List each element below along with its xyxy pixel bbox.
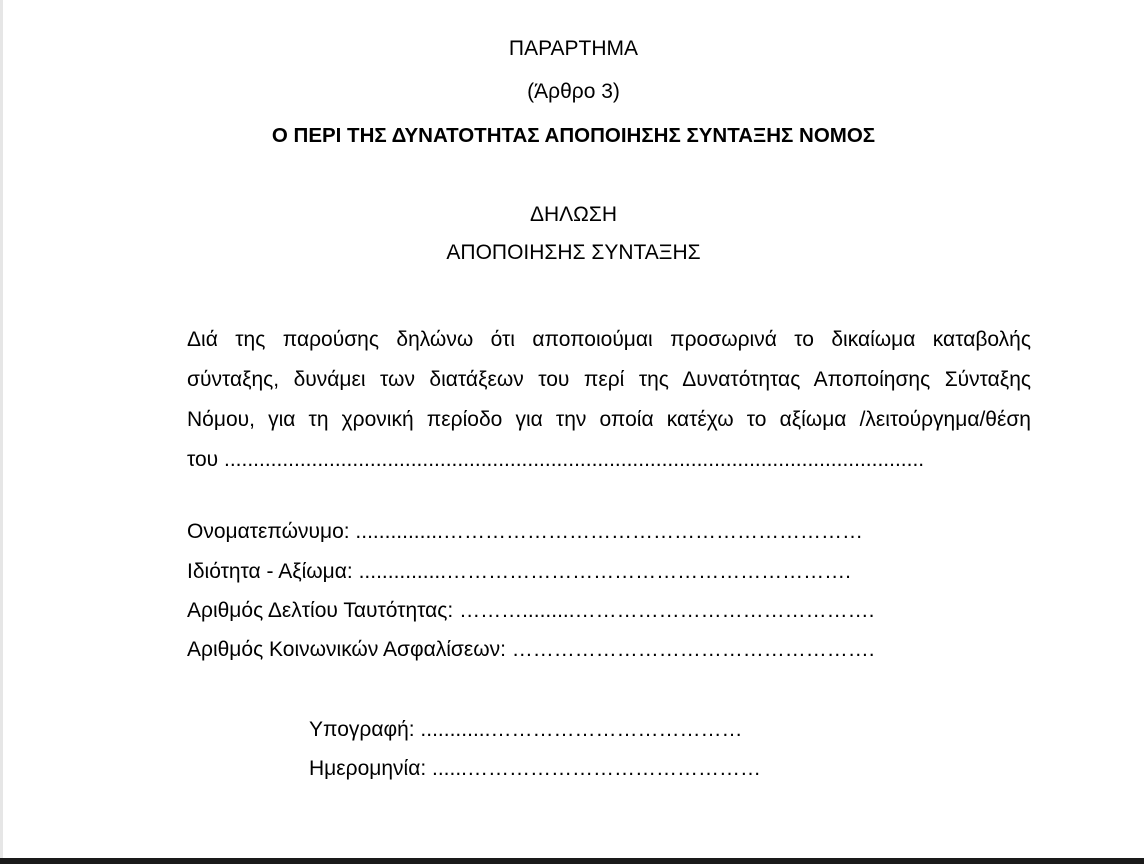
form-title-line1: ΔΗΛΩΣΗ <box>529 203 618 226</box>
document-page <box>3 0 1144 858</box>
declaration-line: σύνταξης, δυνάμει των διατάξεων του περί της Δυνατότητας Αποποίησης Σύνταξης <box>187 368 1031 391</box>
capacity-office-field: Ιδιότητα - Αξίωμα: ...............…………………………………………………. <box>187 560 851 583</box>
social-insurance-number-field: Αριθμός Κοινωνικών Ασφαλίσεων: ……………………………………………. <box>187 638 875 661</box>
declaration-paragraph <box>187 320 1031 480</box>
bottom-border <box>0 858 1144 864</box>
form-title-line2: ΑΠΟΠΟΙΗΣΗΣ ΣΥΝΤΑΞΗΣ <box>446 241 701 264</box>
declaration-line: του ........................................................................................................................ <box>187 448 925 471</box>
id-card-number-field: Αριθμός Δελτίου Ταυτότητας: ……….........……………………………………. <box>187 599 875 622</box>
signature-field: Υπογραφή: ............……………………………… <box>309 718 743 741</box>
article-reference: (Άρθρο 3) <box>527 80 620 103</box>
law-title: Ο ΠΕΡΙ ΤΗΣ ΔΥΝΑΤΟΤΗΤΑΣ ΑΠΟΠΟΙΗΣΗΣ ΣΥΝΤΑΞΗΣ ΝΟΜΟΣ <box>271 124 876 147</box>
date-field: Ημερομηνία: ......…………………………………… <box>309 757 762 780</box>
declaration-line: Διά της παρούσης δηλώνω ότι αποποιούμαι προσωρινά το δικαίωμα καταβολής <box>187 328 1031 351</box>
annex-heading: ΠΑΡΑΡΤΗΜΑ <box>508 37 639 60</box>
declaration-line: Νόμου, για τη χρονική περίοδο για την οποία κατέχω το αξίωμα /λειτούργημα/θέση <box>187 408 1031 431</box>
full-name-field: Ονοματεπώνυμο: ...............…………………………………………………… <box>187 520 863 543</box>
